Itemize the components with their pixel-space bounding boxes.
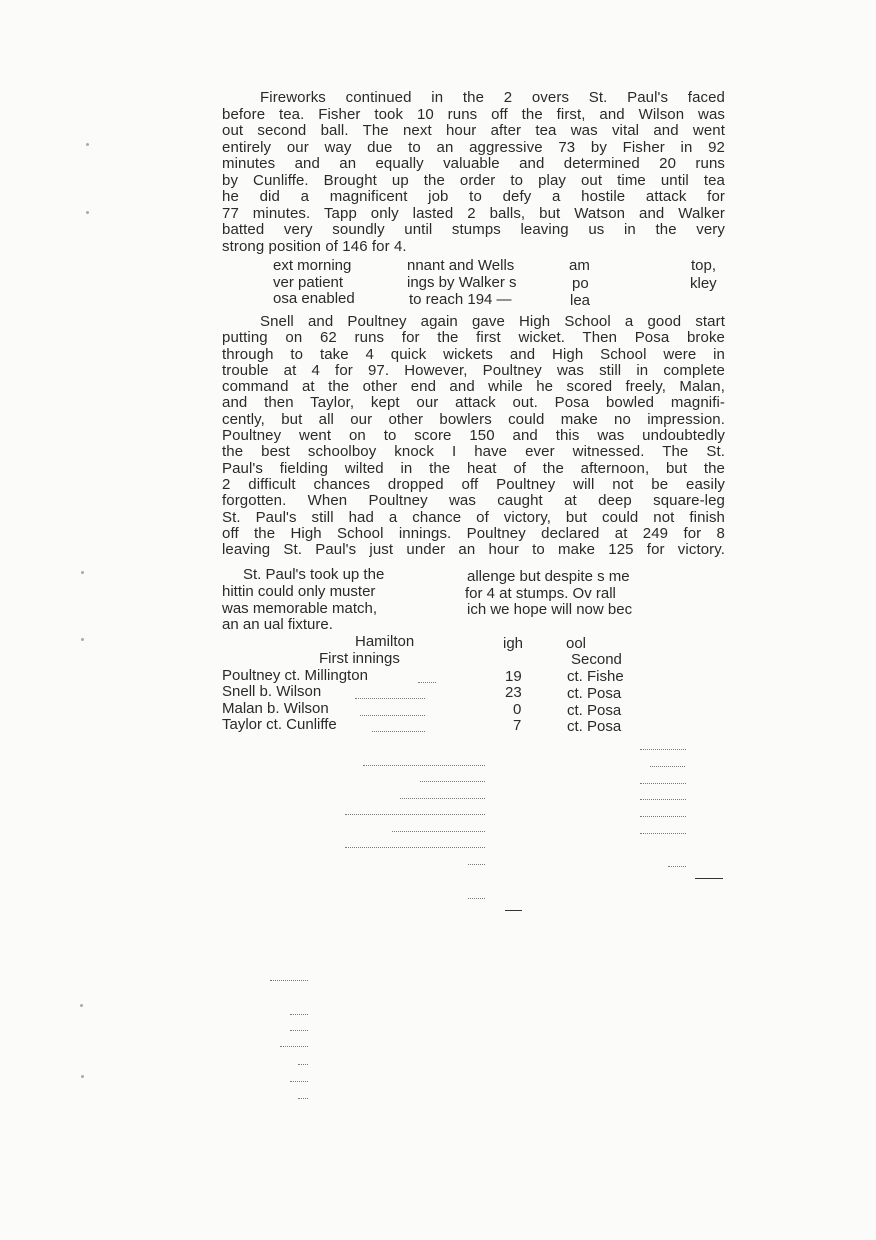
empty-entry-line — [290, 1080, 308, 1082]
text-line: off the High School innings. Poultney declared at 249 for 8 — [222, 524, 725, 542]
margin-mark — [86, 143, 89, 146]
text-line: St. Paul's still had a chance of victory, but could not finish — [222, 508, 725, 526]
text-fragment: to reach 194 — — [409, 291, 512, 308]
text-fragment: nnant and Wells — [407, 257, 515, 274]
empty-entry-line — [640, 782, 686, 784]
text-line: he did a magnificent job to defy a hostile attack for — [222, 188, 725, 205]
text-line: Fireworks continued in the 2 overs St. Paul's faced — [260, 89, 725, 106]
text-fragment: osa enabled — [273, 290, 355, 307]
text-line: the best schoolboy knock I have ever witnessed. The St. — [222, 443, 725, 461]
text-line: strong position of 146 for 4. — [222, 237, 407, 255]
report-paragraph-1 — [222, 90, 725, 255]
text-line: by Cunliffe. Brought up the order to play out time until tea — [222, 171, 725, 189]
batsman-entry: Malan b. Wilson — [222, 700, 329, 717]
text-fragment: ings by Walker s — [407, 274, 517, 291]
text-fragment: kley — [690, 275, 717, 292]
empty-entry-line — [400, 797, 485, 799]
empty-entry-line — [640, 832, 686, 834]
text-fragment: po — [572, 275, 589, 292]
batsman-entry: Poultney ct. Millington — [222, 667, 368, 684]
leader-dots — [418, 681, 436, 683]
second-innings-heading: Second — [571, 651, 622, 668]
text-fragment: an an ual fixture. — [222, 616, 333, 633]
batsman-runs: 23 — [505, 684, 522, 701]
empty-entry-line — [640, 748, 686, 750]
text-fragment: lea — [570, 292, 591, 309]
text-fragment: ext morning — [273, 257, 352, 274]
first-innings-heading: First innings — [319, 650, 400, 667]
batsman-runs: 19 — [505, 668, 522, 685]
scorecard-team-name: igh — [503, 635, 524, 652]
empty-entry-line — [298, 1063, 308, 1065]
empty-entry-line — [298, 1097, 308, 1099]
second-innings-entry: ct. Posa — [567, 702, 622, 719]
text-line: batted very soundly until stumps leaving us in the very — [222, 221, 725, 238]
empty-entry-line — [280, 1045, 308, 1047]
text-line: before tea. Fisher took 10 runs off the first, and Wilson was — [222, 105, 725, 123]
empty-entry-line — [420, 780, 485, 782]
text-fragment: top, — [691, 257, 717, 274]
empty-entry-line — [345, 813, 485, 815]
empty-entry-line — [345, 846, 485, 848]
text-line: 77 minutes. Tapp only lasted 2 balls, but Watson and Walker — [222, 204, 725, 222]
text-fragment: was memorable match, — [222, 600, 378, 617]
text-line: entirely our way due to an aggressive 73 by Fisher in 92 — [222, 138, 725, 156]
scorecard-team-name: ool — [566, 635, 587, 652]
margin-mark — [81, 638, 84, 641]
empty-entry-line — [392, 830, 485, 832]
text-line: through to take 4 quick wickets and High School were in — [222, 345, 725, 363]
second-innings-entry: ct. Fishe — [567, 668, 624, 685]
margin-mark — [80, 1004, 83, 1007]
text-line: Poultney went on to score 150 and this was undoubtedly — [222, 427, 725, 445]
empty-entry-line — [270, 979, 308, 981]
text-line: and then Taylor, kept our attack out. Posa bowled magnifi- — [222, 394, 725, 412]
text-line: putting on 62 runs for the first wicket. Then Posa broke — [222, 329, 725, 347]
empty-entry-line — [668, 865, 686, 867]
text-fragment: ver patient — [273, 274, 344, 291]
report-paragraph-2 — [222, 314, 725, 558]
empty-entry-line — [650, 765, 685, 767]
second-innings-entry: ct. Posa — [567, 685, 622, 702]
text-fragment: ich we hope will now bec — [467, 601, 633, 618]
scorecard-team-name: Hamilton — [355, 633, 415, 650]
text-line: Paul's fielding wilted in the heat of the afternoon, but the — [222, 459, 725, 477]
empty-entry-line — [468, 897, 485, 899]
text-line: leaving St. Paul's just under an hour to make 125 for victory. — [222, 541, 725, 559]
margin-mark — [81, 571, 84, 574]
text-line: cently, but all our other bowlers could make no impression. — [222, 410, 725, 428]
empty-entry-line — [363, 764, 485, 766]
total-rule — [695, 878, 723, 879]
empty-entry-line — [640, 815, 686, 817]
second-innings-entry: ct. Posa — [567, 718, 622, 735]
total-rule — [505, 910, 522, 911]
text-fragment: hittin could only muster — [222, 583, 376, 600]
text-fragment: St. Paul's took up the — [243, 566, 385, 583]
text-fragment: for 4 at stumps. Ov rall — [465, 585, 616, 602]
empty-entry-line — [290, 1013, 308, 1015]
batsman-runs: 0 — [513, 701, 522, 718]
text-line: forgotten. When Poultney was caught at deep square-leg — [222, 492, 725, 510]
batsman-entry: Taylor ct. Cunliffe — [222, 716, 337, 733]
text-line: 2 difficult chances dropped off Poultney will not be easily — [222, 475, 725, 493]
leader-dots — [360, 714, 425, 716]
empty-entry-line — [290, 1029, 308, 1031]
text-line: command at the other end and while he scored freely, Malan, — [222, 378, 725, 396]
text-fragment: am — [569, 257, 590, 274]
margin-mark — [86, 211, 89, 214]
text-line: minutes and an equally valuable and determined 20 runs — [222, 155, 725, 172]
text-line: out second ball. The next hour after tea was vital and went — [222, 122, 725, 139]
batsman-runs: 7 — [513, 717, 522, 734]
batsman-entry: Snell b. Wilson — [222, 683, 322, 700]
empty-entry-line — [468, 863, 485, 865]
leader-dots — [372, 730, 425, 732]
leader-dots — [355, 697, 425, 699]
text-line: trouble at 4 for 97. However, Poultney was still in complete — [222, 361, 725, 379]
text-fragment: allenge but despite s me — [467, 568, 630, 585]
margin-mark — [81, 1075, 84, 1078]
text-line: Snell and Poultney again gave High School a good start — [260, 313, 725, 330]
empty-entry-line — [640, 798, 686, 800]
